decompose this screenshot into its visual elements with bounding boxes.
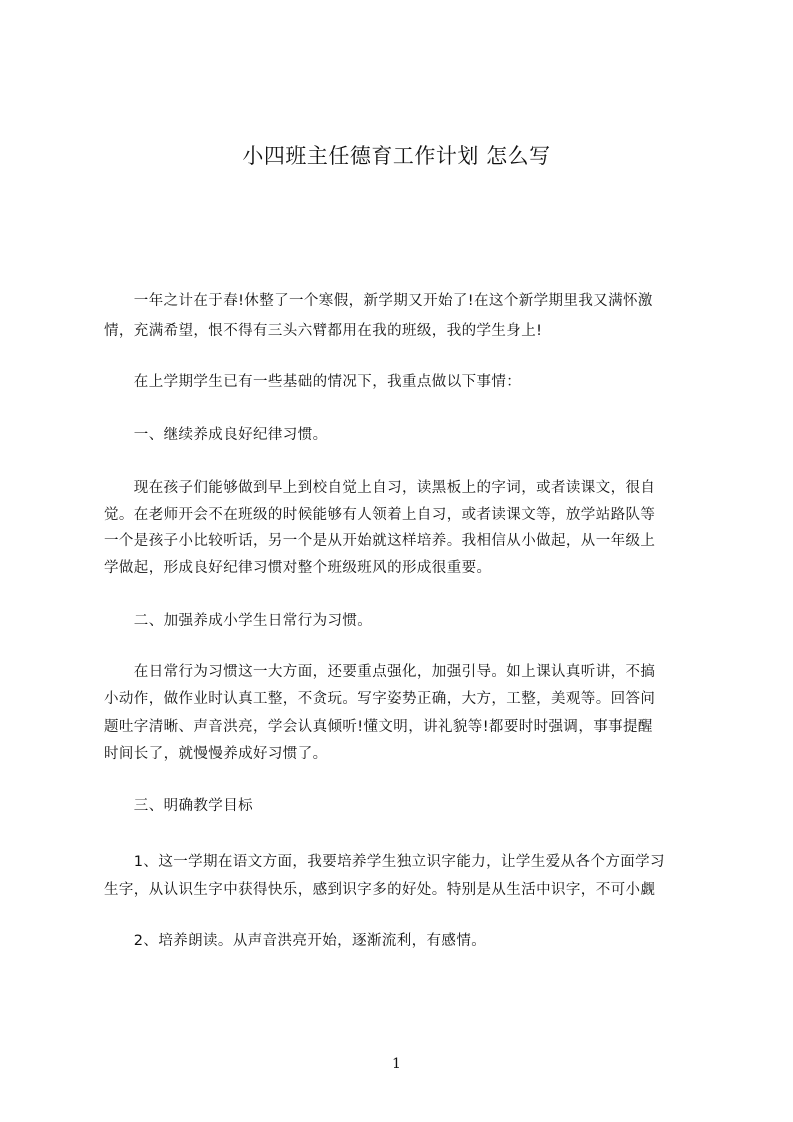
page-title: 小四班主任德育工作计划 怎么写 bbox=[242, 144, 551, 168]
paragraph-line: 生字，从认识生字中获得快乐，感到识字多的好处。特别是从生活中识字，不可小觑 bbox=[104, 882, 656, 898]
paragraph-line: 在日常行为习惯这一大方面，还要重点强化，加强引导。如上课认真听讲，不搞 bbox=[104, 664, 656, 680]
section-heading: 三、明确教学目标 bbox=[104, 798, 253, 814]
paragraph-line: 觉。在老师开会不在班级的时候能够有人领着上自习，或者读课文等，放学站路队等 bbox=[104, 507, 656, 523]
paragraph-line: 小动作，做作业时认真工整，不贪玩。写字姿势正确，大方，工整，美观等。回答问 bbox=[104, 691, 656, 707]
paragraph-line: 现在孩子们能够做到早上到校自觉上自习，读黑板上的字词，或者读课文，很自 bbox=[104, 480, 656, 496]
section-heading: 一、继续养成良好纪律习惯。 bbox=[104, 427, 328, 443]
paragraph-line: 一个是孩子小比较听话，另一个是从开始就这样培养。我相信从小做起，从一年级上 bbox=[104, 533, 656, 549]
paragraph-line: 时间长了，就慢慢养成好习惯了。 bbox=[104, 746, 328, 762]
paragraph-line: 学做起，形成良好纪律习惯对整个班级班风的形成很重要。 bbox=[104, 560, 492, 576]
paragraph-line: 2、培养朗读。从声音洪亮开始，逐渐流利，有感情。 bbox=[104, 933, 487, 949]
paragraph-line: 在上学期学生已有一些基础的情况下，我重点做以下事情： bbox=[104, 374, 522, 390]
paragraph-line: 题吐字清晰、声音洪亮，学会认真倾听!懂文明，讲礼貌等!都要时时强调，事事提醒 bbox=[104, 719, 653, 735]
page-number: 1 bbox=[392, 1056, 401, 1072]
paragraph-line: 1、这一学期在语文方面，我要培养学生独立识字能力，让学生爱从各个方面学习 bbox=[104, 854, 665, 870]
paragraph-line: 情，充满希望，恨不得有三头六臂都用在我的班级，我的学生身上! bbox=[104, 323, 543, 339]
paragraph-line: 一年之计在于春!休整了一个寒假，新学期又开始了!在这个新学期里我又满怀激 bbox=[104, 293, 653, 309]
section-heading: 二、加强养成小学生日常行为习惯。 bbox=[104, 613, 373, 629]
